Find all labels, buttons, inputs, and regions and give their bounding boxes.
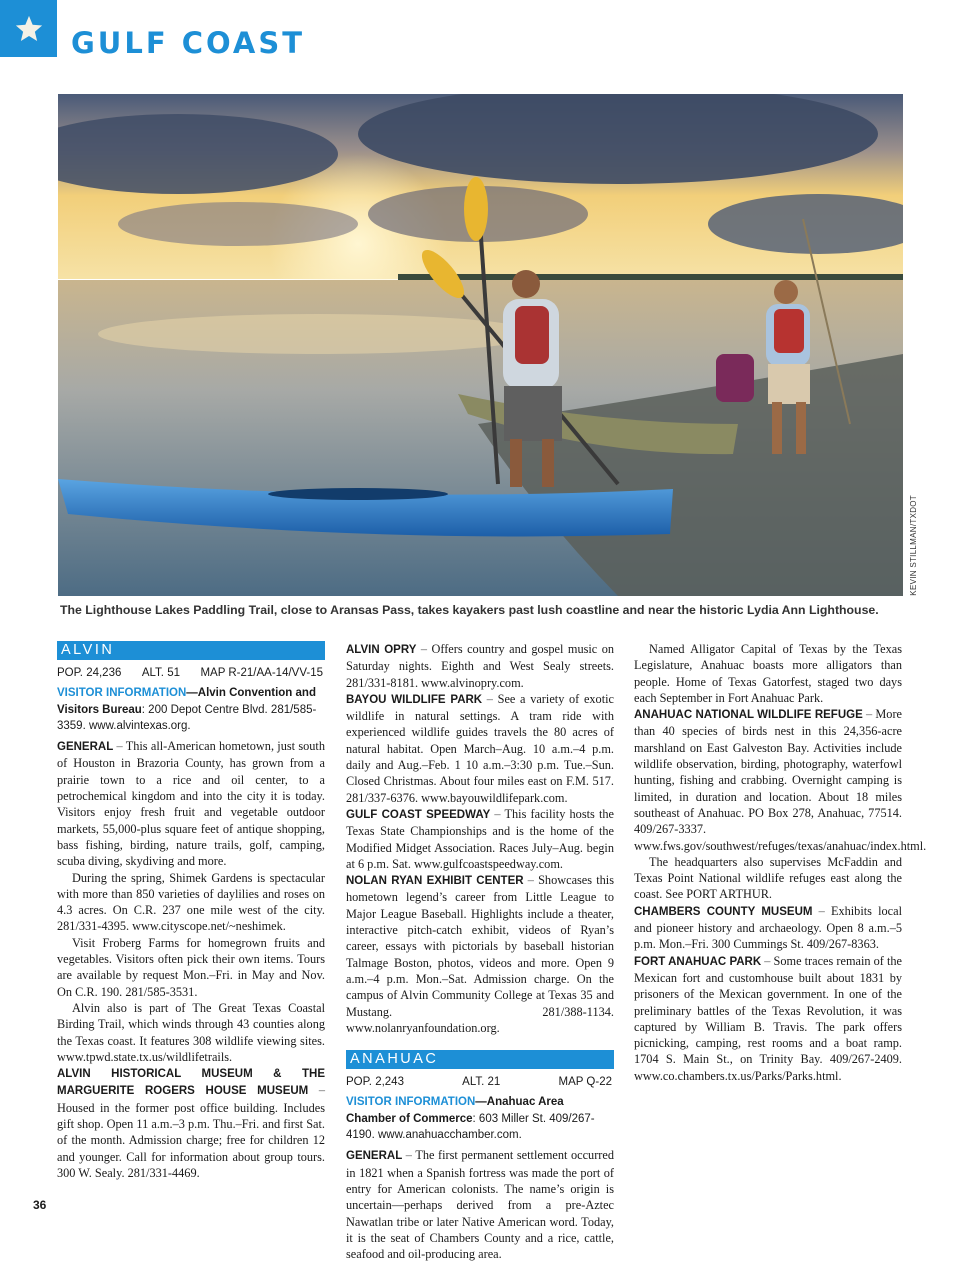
city-header-alvin: ALVIN xyxy=(57,641,325,660)
city-stats-alvin xyxy=(57,665,325,681)
paragraph: Alvin also is part of The Great Texas Coastal Birding Trail, which winds through 43 counties along the Texas coast. It features 308 wildlife viewing sites. www.tpwd.state.tx.us/wildlifetrails. xyxy=(57,1000,325,1064)
population: POP. 24,236 xyxy=(57,667,122,679)
entry-text: This all-American hometown, just south of Houston in Brazoria County, has grown from a prairie town to a rice and oil center, to a petrochemical kingdom and into the city it is today. Visitors enjoy fresh fruit and vegetable outdoor markets, 55,000-plus square feet of antique shopping, bass fishing, birding, nature trails, golf, camping, scuba diving, skydiving and more. xyxy=(57,739,325,869)
entry-label: ALVIN HISTORICAL MUSEUM & THE MARGUERITE ROGERS HOUSE MUSEUM xyxy=(57,1068,325,1098)
entry-label: NOLAN RYAN EXHIBIT CENTER xyxy=(346,875,524,888)
museum-entry: ALVIN HISTORICAL MUSEUM & THE MARGUERITE ROGERS HOUSE MUSEUM – Housed in the former post office building. Includes gift shop. Open 11 a.m.–3 p.m. Thu.–Fri. and first Sat. of the month. Admission charge; free for children 12 and younger. Call for information about group tours. 300 W. Sealy. 281/331-4469. xyxy=(57,1068,325,1180)
section-star-badge xyxy=(0,0,57,57)
visitor-info-details: : 200 Depot Centre Blvd. 281/585-3359. www.alvintexas.org. xyxy=(57,703,317,732)
column-3 xyxy=(634,641,927,1084)
visitor-info-anahuac: VISITOR INFORMATION—Anahuac Area Chamber of Commerce: 603 Miller St. 409/267-4190. www.anahuacchamber.com. xyxy=(346,1096,595,1142)
entry-label: ANAHUAC NATIONAL WILDLIFE REFUGE xyxy=(634,709,863,722)
star-icon xyxy=(14,14,44,44)
bayou-entry: BAYOU WILDLIFE PARK – See a variety of exotic wildlife in natural settings. A tram ride with experienced wildlife guides travels the 80 acres of natural habitat. Open March–Aug. 10 a.m.–4 p.m. daily and Aug.–Feb. 1 10 a.m.–3:30 p.m. Tue.–Sun. Closed Christmas. About four miles east on F.M. 517. 281/337-6376. www.bayouwildlifepark.com. xyxy=(346,691,614,805)
column-2 xyxy=(346,641,614,1262)
speedway-entry: GULF COAST SPEEDWAY – This facility hosts the Texas State Championships and is the home of the Modified Midget Association. Races July–Aug. begin at 6 p.m. Sat. www.gulfcoastspeedway.com. xyxy=(346,806,615,871)
entry-text: The first permanent settlement occurred in 1821 when a Spanish fortress was made the port of entry for American colonists. The name’s origin is uncertain—perhaps derived from a pre-Aztec Nawatlan tribe or later Native American word. Today, it is the seat of Chambers County and a rice, cattle, seafood and oil-producing area. xyxy=(346,1148,615,1262)
entry-label: GENERAL xyxy=(57,741,114,754)
opry-entry: ALVIN OPRY – Offers country and gospel music on Saturday nights. Eighth and West Sealy streets. 281/331-8181. www.alvinopry.com. xyxy=(346,642,614,690)
page-number: 36 xyxy=(33,1198,47,1212)
visitor-info-label: VISITOR INFORMATION xyxy=(57,687,187,700)
city-header-anahuac: ANAHUAC xyxy=(346,1050,614,1069)
column-1 xyxy=(57,641,325,1181)
photo-caption: The Lighthouse Lakes Paddling Trail, close to Aransas Pass, takes kayakers past lush coastline and near the historic Lydia Ann Lighthouse. xyxy=(60,603,879,617)
paragraph: Visit Froberg Farms for homegrown fruits and vegetables. Visitors often pick their own items. Tours are available by request Mon.–Fri. in May and Nov. On C.R. 190. 281/585-3531. xyxy=(57,935,325,999)
visitor-info-details: : 603 Miller St. 409/267-4190. www.anahuacchamber.com. xyxy=(346,1112,595,1142)
entry-label: CHAMBERS COUNTY MUSEUM xyxy=(634,905,813,918)
fort-entry: FORT ANAHUAC PARK – Some traces remain of the Mexican fort and customhouse built about 1831 by prisoners of the Mexican government. In one of the preliminary battles of the Texas Revolution, it was captured by William B. Travis. The park offers picnicking, camping, rest rooms and a boat ramp. 1704 S. Main St., on Trinity Bay. 409/267-2409. www.co.chambers.tx.us/Parks/Parks.html. xyxy=(634,953,902,1083)
entry-label: GULF COAST SPEEDWAY xyxy=(346,808,491,821)
entry-text: See a variety of exotic wildlife in natural settings. A tram ride with experienced wildlife guides travels the 80 acres of natural habitat. Open March–Aug. 10 a.m.–4 p.m. daily and Aug.–Feb. 1 10 a.m.–3:30 p.m. Tue.–Sun. Closed Christmas. About four miles east on F.M. 517. 281/337-6376. www.bayouwildlifepark.com. xyxy=(346,691,614,805)
entry-text: Exhibits local and pioneer history and archaeology. Open 8 a.m.–5 p.m. Mon.–Fri. 300 Cummings St. 409/267-8363. xyxy=(634,903,903,952)
population: POP. 2,243 xyxy=(346,1076,404,1089)
entry-text: This facility hosts the Texas State Championships and is the home of the Modified Midget Association. Races July–Aug. begin at 6 p.m. Sat. www.gulfcoastspeedway.com. xyxy=(346,806,615,871)
altitude: ALT. 21 xyxy=(462,1076,501,1089)
entry-text: Some traces remain of the Mexican fort and customhouse built about 1831 by prisoners of the Mexican government. In one of the preliminary battles of the Texas Revolution, it was captured by William B. Travis. The park offers picnicking, camping, rest rooms and a boat ramp. 1704 S. Main St., on Trinity Bay. 409/267-2409. www.co.chambers.tx.us/Parks/Parks.html. xyxy=(634,953,902,1083)
entry-label: ALVIN OPRY xyxy=(346,644,417,656)
map-reference: MAP Q-22 xyxy=(558,1076,612,1089)
visitor-info-name: Alvin Convention and Visitors Bureau xyxy=(57,687,316,716)
city-stats-anahuac xyxy=(346,1074,614,1090)
entry-label: BAYOU WILDLIFE PARK xyxy=(346,693,483,706)
entry-label: GENERAL xyxy=(346,1150,403,1163)
photo-credit: KEVIN STILLMAN/TXDOT xyxy=(908,495,918,596)
nolan-entry: NOLAN RYAN EXHIBIT CENTER – Showcases this hometown legend’s career from Little League to Major League Baseball. Highlights include a theater, interactive pitch-catch exhibit, videos of Ryan’s career, essays with pictorials by baseball historian Talmage Boston, photos, videos and more. Open 9 a.m.–4 p.m. Mon.–Sat. Admission charge. On the campus of Alvin Community College at Texas 35 and Mustang. 281/388-1134. www.nolanryanfoundation.org. xyxy=(346,873,615,1035)
map-reference: MAP R-21/AA-14/VV-15 xyxy=(200,667,323,679)
entry-text: Housed in the former post office building. Includes gift shop. Open 11 a.m.–3 p.m. Thu.–Fri. and first Sat. of the month. Admission charge; free for children 12 and younger. Call for information about group tours. 300 W. Sealy. 281/331-4469. xyxy=(57,1100,325,1180)
section-title: GULF COAST xyxy=(71,26,306,60)
chambers-entry: CHAMBERS COUNTY MUSEUM – Exhibits local and pioneer history and archaeology. Open 8 a.m.–5 p.m. Mon.–Fri. 300 Cummings St. 409/267-8363. xyxy=(634,903,903,952)
entry-text: More than 40 species of birds nest in this 24,356-acre marshland on East Galveston Bay. Activities include wildlife observation, birding, photography, waterfowl hunting, fishing and crabbing. Overnight camping is limited, in duration and location. About 18 miles southeast of Anahuac. PO Box 278, Anahuac, 77514. 409/267-3337. www.fws.gov/southwest/refuges/texas/anahuac/index.html. xyxy=(634,707,927,853)
altitude: ALT. 51 xyxy=(141,667,180,679)
entry-label: FORT ANAHUAC PARK xyxy=(634,955,762,968)
entry-text: Offers country and gospel music on Saturday nights. Eighth and West Sealy streets. 281/331-8181. www.alvinopry.com. xyxy=(346,642,614,690)
paragraph: The headquarters also supervises McFaddin and Texas Point National wildlife refuges east along the coast. See PORT ARTHUR. xyxy=(634,854,902,902)
general-entry-anahuac: GENERAL – The first permanent settlement occurred in 1821 when a Spanish fortress was made the port of entry for American colonists. The name’s origin is uncertain—perhaps derived from a pre-Aztec Nawatlan tribe or later Native American word. Today, it is the seat of Chambers County and a rice, cattle, seafood and oil-producing area. xyxy=(346,1148,615,1262)
kayak-photo xyxy=(58,94,903,596)
paragraph: Named Alligator Capital of Texas by the Texas Legislature, Anahuac boasts more alligators than people. Home of Texas Gatorfest, staged two days each September in Fort Anahuac Park. xyxy=(634,642,902,705)
general-entry-alvin: GENERAL – This all-American hometown, just south of Houston in Brazoria County, has grown from a prairie town to a rice and oil center, to a petrochemical kingdom and into the city it is today. Visitors enjoy fresh fruit and vegetable outdoor markets, 55,000-plus square feet of antique shopping, bass fishing, birding, nature trails, golf, camping, scuba diving, skydiving and more. xyxy=(57,739,325,869)
entry-text: Showcases this hometown legend’s career from Little League to Major League Baseball. Highlights include a theater, interactive pitch-catch exhibit, videos of Ryan’s career, essays with pictorials by baseball historian Talmage Boston, photos, videos and more. Open 9 a.m.–4 p.m. Mon.–Sat. Admission charge. On the campus of Alvin Community College at Texas 35 and Mustang. 281/388-1134. www.nolanryanfoundation.org. xyxy=(346,873,615,1035)
paragraph: During the spring, Shimek Gardens is spectacular with more than 850 varieties of daylilies and roses on 4.3 acres. On C.R. 237 one mile west of the city. 281/331-4395. www.cityscope.net/~neshimek. xyxy=(57,870,325,934)
visitor-info-name: Anahuac Area Chamber of Commerce xyxy=(346,1096,564,1125)
refuge-entry: ANAHUAC NATIONAL WILDLIFE REFUGE – More than 40 species of birds nest in this 24,356-acre marshland on East Galveston Bay. Activities include wildlife observation, birding, photography, waterfowl hunting, fishing and crabbing. Overnight camping is limited, in duration and location. About 18 miles southeast of Anahuac. PO Box 278, Anahuac, 77514. 409/267-3337. www.fws.gov/southwest/refuges/texas/anahuac/index.html. xyxy=(634,707,927,853)
visitor-info-label: VISITOR INFORMATION xyxy=(346,1096,476,1109)
visitor-info-alvin: VISITOR INFORMATION—Alvin Convention and Visitors Bureau: 200 Depot Centre Blvd. 281/585-3359. www.alvintexas.org. xyxy=(57,687,317,732)
